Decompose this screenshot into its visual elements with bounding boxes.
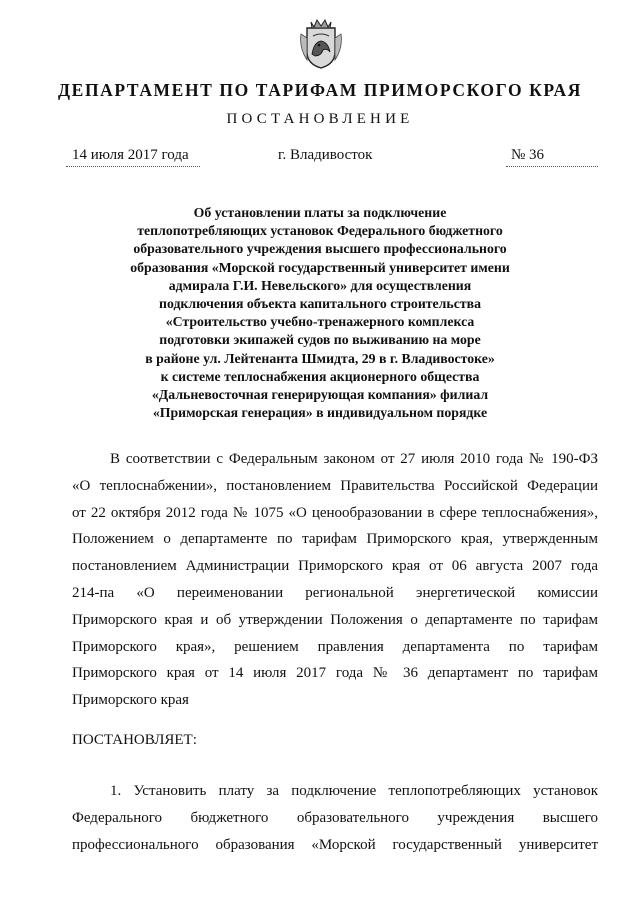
preamble-paragraph	[72, 446, 598, 714]
preamble-line: 214-па «О переименовании региональной энергетической комиссии	[72, 584, 598, 601]
document-title	[70, 204, 570, 422]
title-line: образовательного учреждения высшего профессионального	[133, 241, 507, 257]
coat-of-arms-icon	[299, 14, 343, 70]
title-line: образования «Морской государственный университет имени	[130, 259, 510, 275]
preamble-line: Приморского края от 14 июля 2017 года № 36 департамент по тарифам	[72, 665, 598, 682]
preamble-line: от 22 октября 2012 года № 1075 «О ценообразовании в сфере теплоснабжения»,	[72, 504, 598, 521]
title-line: «Дальневосточная генерирующая компания» филиал	[151, 387, 489, 403]
preamble-line: «О теплоснабжении», постановлением Правительства Российской Федерации	[72, 477, 598, 494]
title-line: Об установлении платы за подключение	[193, 205, 447, 220]
title-line: подготовки экипажей судов по выживанию на море	[159, 332, 481, 348]
title-line: адмирала Г.И. Невельского» для осуществления	[168, 277, 472, 293]
preamble-line: Положением о департаменте по тарифам Приморского края, утвержденным	[72, 531, 598, 548]
department-heading: ДЕПАРТАМЕНТ ПО ТАРИФАМ ПРИМОРСКОГО КРАЯ	[58, 80, 582, 100]
preamble-line: Приморского края и об утверждении Положения о департаменте по тарифам	[72, 611, 598, 628]
decree-word: ПОСТАНОВЛЯЕТ:	[72, 732, 197, 748]
item-1-line: профессионального образования «Морской государственный университет	[72, 836, 598, 853]
item-1-line: 1. Установить плату за подключение теплопотребляющих установок	[110, 783, 598, 799]
title-line: «Строительство учебно-тренажерного комплекса	[165, 314, 475, 330]
document-type: ПОСТАНОВЛЕНИЕ	[226, 111, 414, 127]
preamble-line: Приморского края	[72, 692, 189, 709]
title-line: к системе теплоснабжения акционерного общества	[160, 368, 480, 384]
title-line: «Приморская генерация» в индивидуальном порядке	[152, 405, 488, 421]
number-underline	[506, 166, 598, 167]
document-city: г. Владивосток	[278, 147, 373, 163]
document-date: 14 июля 2017 года	[72, 147, 189, 163]
preamble-line: постановлением Администрации Приморского края от 06 августа 2007 года	[72, 558, 598, 575]
date-underline	[66, 166, 200, 167]
preamble-line: Приморского края», решением правления департамента по тарифам	[72, 638, 598, 655]
item-1-paragraph	[72, 778, 598, 858]
title-line: подключения объекта капитального строительства	[159, 296, 481, 312]
title-line: теплопотребляющих установок Федерального бюджетного	[137, 223, 503, 239]
document-number: № 36	[511, 147, 545, 163]
title-line: в районе ул. Лейтенанта Шмидта, 29 в г. Владивостоке»	[145, 350, 495, 366]
item-1-line: Федерального бюджетного образовательного учреждения высшего	[72, 809, 598, 826]
preamble-line: В соответствии с Федеральным законом от 27 июля 2010 года № 190-ФЗ	[110, 451, 598, 467]
